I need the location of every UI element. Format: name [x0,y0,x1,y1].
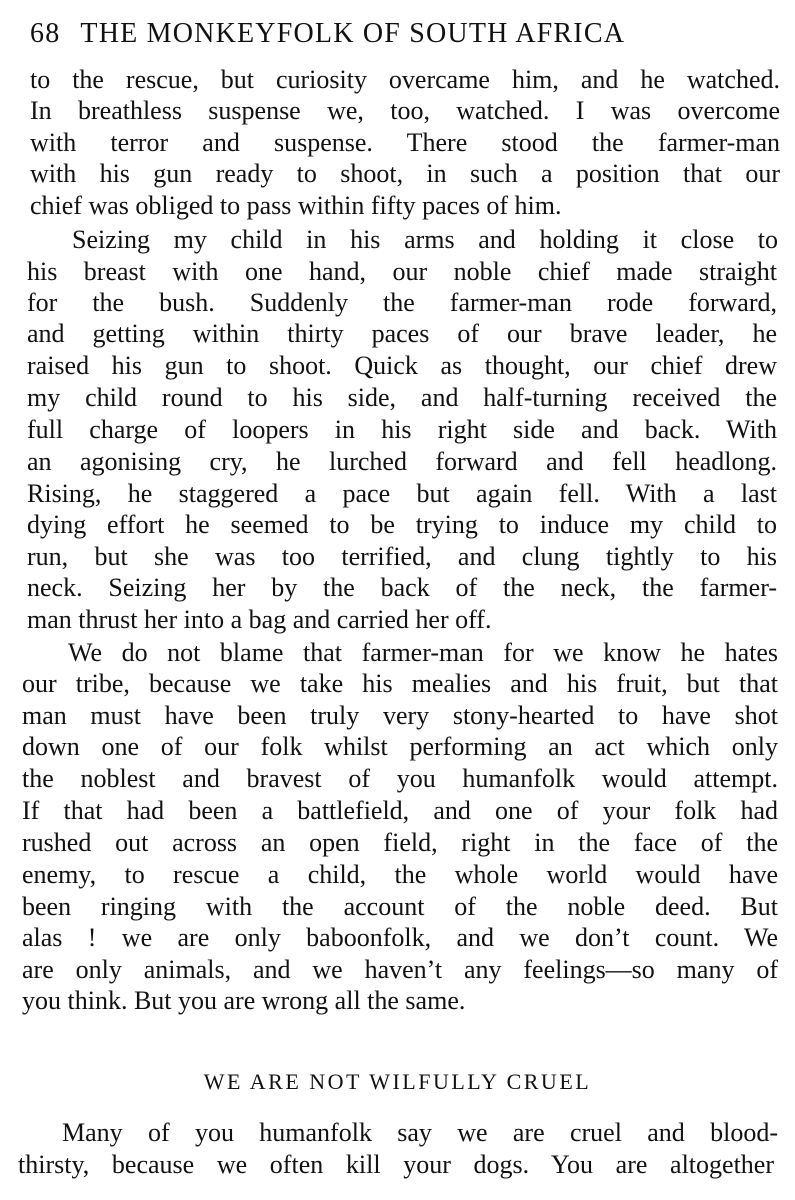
text-line: We do not blame that farmer-man for we know he hates [68,638,778,667]
text-line: and getting within thirty paces of our brave leader, he [27,319,777,348]
text-line: enemy, to rescue a child, the whole world would have [22,860,778,889]
text-line: man must have been truly very stony-hearted to have shot [22,701,778,730]
text-line: are only animals, and we haven’t any feelings—so many of [22,955,778,984]
text-line: man thrust her into a bag and carried her off. [27,605,492,634]
text-line: with terror and suspense. There stood the farmer-man [30,128,780,157]
text-line: for the bush. Suddenly the farmer-man rode forward, [27,288,777,317]
text-line: In breathless suspense we, too, watched. I was overcome [30,96,780,125]
text-line: alas ! we are only baboonfolk, and we don’t count. We [22,923,778,952]
text-line: with his gun ready to shoot, in such a position that our [30,159,780,188]
text-line: run, but she was too terrified, and clung tightly to his [27,542,777,571]
text-line: his breast with one hand, our noble chief made straight [27,257,777,286]
text-line: chief was obliged to pass within fifty paces of him. [30,191,562,220]
text-line: thirsty, because we often kill your dogs. You are altogether [18,1150,774,1179]
text-line: full charge of loopers in his right side and back. With [27,415,777,444]
text-line: Many of you humanfolk say we are cruel and blood- [62,1118,778,1147]
text-line: raised his gun to shoot. Quick as thought, our chief drew [27,351,777,380]
text-line: to the rescue, but curiosity overcame him, and he watched. [30,65,780,94]
text-line: If that had been a battlefield, and one of your folk had [22,796,778,825]
text-line: Rising, he staggered a pace but again fell. With a last [27,479,777,508]
running-title: THE MONKEYFOLK OF SOUTH AFRICA [80,18,626,49]
text-line: my child round to his side, and half-turning received the [27,383,777,412]
text-line: neck. Seizing her by the back of the neck, the farmer- [27,573,777,602]
text-line: down one of our folk whilst performing an act which only [22,732,778,761]
running-head [30,14,760,54]
text-line: been ringing with the account of the noble deed. But [22,892,778,921]
text-line: rushed out across an open field, right in the face of the [22,828,778,857]
text-line: the noblest and bravest of you humanfolk would attempt. [22,764,778,793]
text-line: dying effort he seemed to be trying to induce my child to [27,510,777,539]
section-heading: WE ARE NOT WILFULLY CRUEL [203,1069,592,1094]
page-number: 68 [30,18,61,49]
text-line: our tribe, because we take his mealies and his fruit, but that [22,669,778,698]
text-line: an agonising cry, he lurched forward and fell headlong. [27,447,777,476]
text-line: Seizing my child in his arms and holding it close to [72,225,778,254]
text-line: you think. But you are wrong all the same. [22,986,466,1015]
